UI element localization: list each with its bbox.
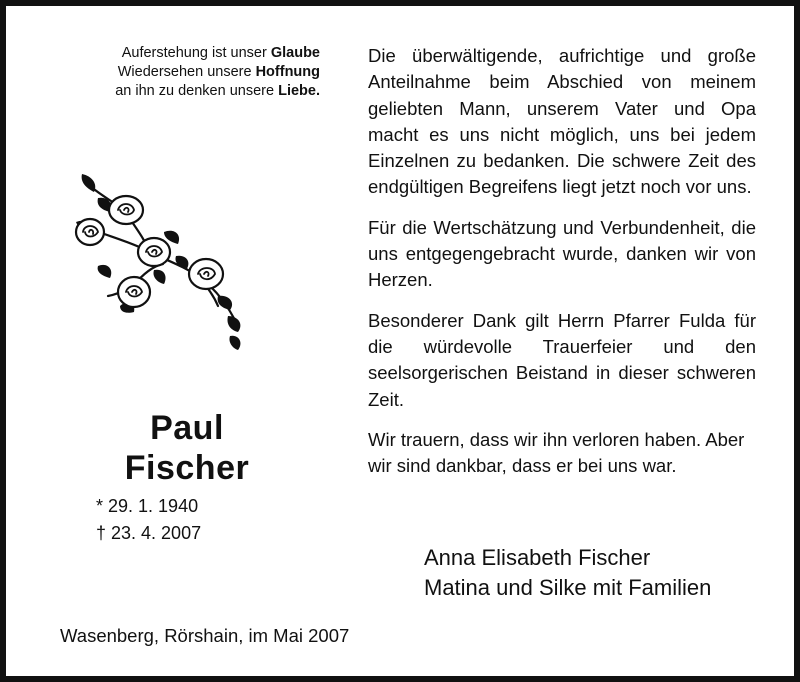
message-paragraph: Wir trauern, dass wir ihn verloren haben. Aber wir sind dankbar, dass er bei uns war.: [368, 428, 745, 477]
first-name: Paul: [150, 409, 224, 447]
thank-you-message: [368, 43, 756, 493]
birth-date: * 29. 1. 1940: [96, 496, 199, 516]
place-and-date: Wasenberg, Rörshain, im Mai 2007: [60, 625, 350, 646]
signature-line: Anna Elisabeth Fischer: [424, 545, 651, 570]
motto-text: Wiedersehen unsere: [117, 64, 252, 80]
last-name: Fischer: [124, 449, 250, 487]
signature-line: Matina und Silke mit Familien: [424, 575, 712, 600]
motto-text: an ihn zu denken unsere: [115, 83, 275, 99]
message-paragraph: Besonderer Dank gilt Herrn Pfarrer Fulda für die würdevolle Trauerfeier und den seelsorgerischen Beistand in dieser schweren Zeit.: [368, 309, 756, 410]
motto-line: [50, 63, 320, 82]
motto-keyword: Glaube: [270, 45, 320, 61]
motto-keyword: Hoffnung: [255, 64, 320, 80]
motto-keyword: Liebe.: [278, 83, 320, 99]
deceased-name: [46, 408, 328, 488]
life-dates: [96, 493, 296, 547]
roses-branch-icon: [68, 166, 258, 351]
message-paragraph: Für die Wertschätzung und Verbundenheit, die uns entgegengebracht wurde, danken wir von Herzen.: [368, 216, 756, 291]
signature: [424, 543, 784, 603]
motto-line: [50, 82, 320, 101]
motto: [50, 44, 320, 101]
motto-line: [50, 44, 320, 63]
death-date: † 23. 4. 2007: [96, 523, 202, 543]
motto-text: Auferstehung ist unser: [121, 45, 267, 61]
message-paragraph: Die überwältigende, aufrichtige und große Anteilnahme beim Abschied von meinem geliebten Mann, unserem Vater und Opa macht es uns nicht möglich, uns bei jedem Einzelnen zu bedanken. Die schwere Zeit des endgültigen Begreifens liegt jetzt noch vor uns.: [368, 45, 756, 198]
